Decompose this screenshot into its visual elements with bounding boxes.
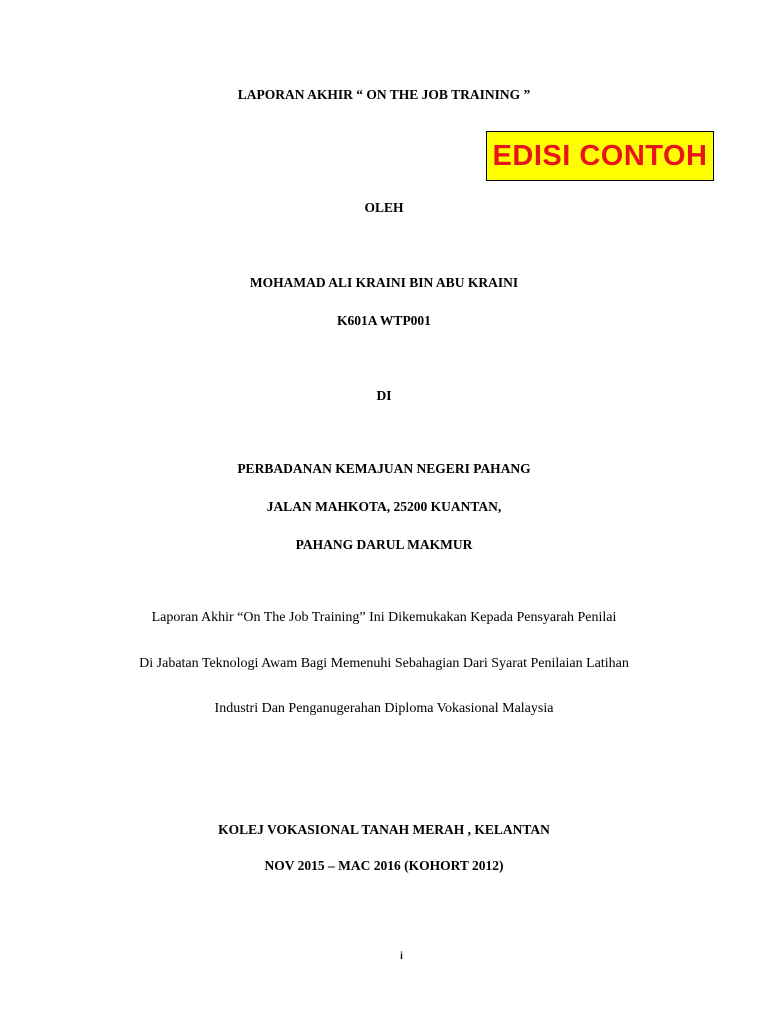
at-label: DI	[376, 388, 392, 403]
institution-name: KOLEJ VOKASIONAL TANAH MERAH , KELANTAN	[218, 822, 550, 837]
student-name: MOHAMAD ALI KRAINI BIN ABU KRAINI	[249, 275, 519, 290]
page-number: i	[400, 951, 403, 962]
statement-line2: Di Jabatan Teknologi Awam Bagi Memenuhi Sebahagian Dari Syarat Penilaian Latihan	[139, 656, 629, 671]
organization-address-line1: JALAN MAHKOTA, 25200 KUANTAN,	[266, 499, 502, 514]
statement-line1: Laporan Akhir “On The Job Training” Ini Dikemukakan Kepada Pensyarah Penilai	[151, 610, 617, 625]
organization-name: PERBADANAN KEMAJUAN NEGERI PAHANG	[237, 461, 531, 476]
sample-edition-label: EDISI CONTOH	[492, 139, 708, 172]
sample-edition-stamp	[486, 131, 714, 181]
report-title: LAPORAN AKHIR “ ON THE JOB TRAINING ”	[237, 87, 531, 102]
training-period: NOV 2015 – MAC 2016 (KOHORT 2012)	[264, 858, 504, 873]
statement-line3: Industri Dan Penganugerahan Diploma Vokasional Malaysia	[214, 701, 554, 716]
by-label: OLEH	[364, 200, 404, 215]
student-id: K601A WTP001	[337, 313, 431, 328]
organization-address-line2: PAHANG DARUL MAKMUR	[295, 537, 473, 552]
